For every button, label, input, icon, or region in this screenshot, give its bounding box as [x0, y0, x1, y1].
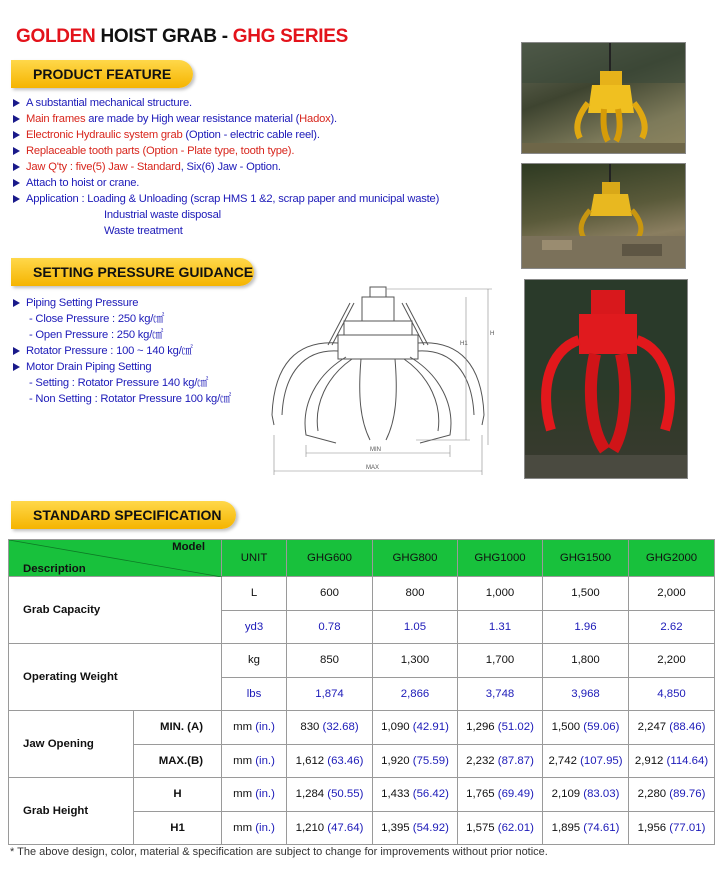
- section-setting-pressure: SETTING PRESSURE GUIDANCE: [11, 258, 254, 286]
- table-row: [9, 577, 715, 611]
- header-model: GHG2000: [629, 540, 715, 577]
- header-model-label: Model: [172, 541, 205, 553]
- pressure-item: - Setting : Rotator Pressure 140 kg/㎠: [29, 377, 209, 389]
- value-cell: 800: [373, 577, 458, 611]
- pressure-item: Rotator Pressure : 100 ~ 140 kg/㎠: [13, 343, 231, 359]
- value-cell: 1.96: [543, 610, 629, 644]
- unit-cell: mm (in.): [222, 811, 287, 845]
- page-title: [16, 26, 348, 48]
- title-series: GHG SERIES: [232, 26, 348, 47]
- value-cell: 4,850: [629, 677, 715, 711]
- value-cell: 2,247 (88.46): [629, 711, 715, 745]
- value-cell: 850: [287, 644, 373, 678]
- diagram-min-label: MIN: [370, 447, 381, 453]
- value-cell: 2,912 (114.64): [629, 744, 715, 778]
- row-label-grab-capacity: Grab Capacity: [9, 577, 222, 644]
- value-cell: 2,232 (87.87): [458, 744, 543, 778]
- unit-cell: lbs: [222, 677, 287, 711]
- photo-grab-red: [524, 279, 688, 479]
- value-cell: 1,800: [543, 644, 629, 678]
- pressure-item: - Non Setting : Rotator Pressure 100 kg/㎠: [29, 393, 231, 405]
- feature-item: Industrial waste disposal: [104, 209, 221, 221]
- sub-label-max: MAX.(B): [134, 744, 222, 778]
- grab-photo-image: [522, 164, 686, 269]
- feature-item: Attach to hoist or crane.: [13, 175, 439, 191]
- title-brand: GOLDEN: [16, 26, 96, 47]
- unit-cell: yd3: [222, 610, 287, 644]
- unit-cell: mm (in.): [222, 778, 287, 812]
- pressure-item: Piping Setting Pressure: [13, 295, 231, 311]
- value-cell: 1,765 (69.49): [458, 778, 543, 812]
- value-cell: 3,748: [458, 677, 543, 711]
- table-row: [9, 711, 715, 745]
- section-product-feature: PRODUCT FEATURE: [11, 60, 193, 88]
- value-cell: 1,300: [373, 644, 458, 678]
- row-label-operating-weight: Operating Weight: [9, 644, 222, 711]
- value-cell: 3,968: [543, 677, 629, 711]
- value-cell: 1,612 (63.46): [287, 744, 373, 778]
- grab-dimension-diagram: [266, 285, 506, 481]
- feature-item: A substantial mechanical structure.: [13, 95, 439, 111]
- value-cell: 1,956 (77.01): [629, 811, 715, 845]
- pressure-list: [13, 295, 231, 407]
- unit-cell: L: [222, 577, 287, 611]
- feature-item: Waste treatment: [104, 225, 183, 237]
- value-cell: 1,433 (56.42): [373, 778, 458, 812]
- header-unit: UNIT: [222, 540, 287, 577]
- value-cell: 1,210 (47.64): [287, 811, 373, 845]
- value-cell: 1,874: [287, 677, 373, 711]
- value-cell: 600: [287, 577, 373, 611]
- value-cell: 1,895 (74.61): [543, 811, 629, 845]
- feature-item: Application : Loading & Unloading (scrap HMS 1 &2, scrap paper and municipal waste): [13, 191, 439, 207]
- header-description-label: Description: [23, 563, 86, 575]
- row-label-grab-height: Grab Height: [9, 778, 134, 845]
- sub-label-min: MIN. (A): [134, 711, 222, 745]
- header-model: GHG1500: [543, 540, 629, 577]
- value-cell: 1,700: [458, 644, 543, 678]
- sub-label-h: H: [134, 778, 222, 812]
- feature-list: [13, 95, 439, 239]
- value-cell: 1.05: [373, 610, 458, 644]
- photo-grab-scrap: [521, 163, 686, 269]
- value-cell: 1,920 (75.59): [373, 744, 458, 778]
- value-cell: 1,395 (54.92): [373, 811, 458, 845]
- value-cell: 2,280 (89.76): [629, 778, 715, 812]
- value-cell: 1,090 (42.91): [373, 711, 458, 745]
- value-cell: 2,109 (83.03): [543, 778, 629, 812]
- disclaimer-note: * The above design, color, material & specification are subject to change for improvements without prior notice.: [10, 846, 548, 858]
- row-label-jaw-opening: Jaw Opening: [9, 711, 134, 778]
- unit-cell: mm (in.): [222, 711, 287, 745]
- diagram-h1-label: H1: [460, 341, 468, 347]
- value-cell: 830 (32.68): [287, 711, 373, 745]
- photo-grab-yard: [521, 42, 686, 154]
- grab-photo-image: [525, 280, 688, 479]
- value-cell: 2,000: [629, 577, 715, 611]
- feature-item: Jaw Q'ty : five(5) Jaw - Standard, Six(6) Jaw - Option.: [13, 159, 439, 175]
- value-cell: 2,866: [373, 677, 458, 711]
- value-cell: 2.62: [629, 610, 715, 644]
- section-standard-spec: STANDARD SPECIFICATION: [11, 501, 236, 529]
- value-cell: 1.31: [458, 610, 543, 644]
- value-cell: 2,200: [629, 644, 715, 678]
- value-cell: 2,742 (107.95): [543, 744, 629, 778]
- header-model: GHG600: [287, 540, 373, 577]
- value-cell: 1,575 (62.01): [458, 811, 543, 845]
- pressure-item: - Open Pressure : 250 kg/㎠: [29, 329, 164, 341]
- value-cell: 1,000: [458, 577, 543, 611]
- feature-item: Electronic Hydraulic system grab (Option - electric cable reel).: [13, 127, 439, 143]
- diagram-max-label: MAX: [366, 465, 380, 471]
- pressure-item: Motor Drain Piping Setting: [13, 359, 231, 375]
- table-header-row: [9, 540, 715, 577]
- spec-table: [8, 539, 715, 845]
- value-cell: 1,296 (51.02): [458, 711, 543, 745]
- sub-label-h1: H1: [134, 811, 222, 845]
- feature-item: Main frames are made by High wear resistance material (Hadox).: [13, 111, 439, 127]
- table-row: [9, 644, 715, 678]
- title-product: HOIST GRAB -: [95, 26, 233, 47]
- model-description-header: [9, 540, 222, 577]
- table-row: [9, 778, 715, 812]
- unit-cell: mm (in.): [222, 744, 287, 778]
- header-model: GHG1000: [458, 540, 543, 577]
- diagram-h-label: H: [490, 331, 495, 337]
- header-model: GHG800: [373, 540, 458, 577]
- pressure-item: - Close Pressure : 250 kg/㎠: [29, 313, 165, 325]
- value-cell: 0.78: [287, 610, 373, 644]
- value-cell: 1,500 (59.06): [543, 711, 629, 745]
- feature-item: Replaceable tooth parts (Option - Plate type, tooth type).: [13, 143, 439, 159]
- value-cell: 1,284 (50.55): [287, 778, 373, 812]
- value-cell: 1,500: [543, 577, 629, 611]
- grab-photo-image: [522, 43, 686, 154]
- unit-cell: kg: [222, 644, 287, 678]
